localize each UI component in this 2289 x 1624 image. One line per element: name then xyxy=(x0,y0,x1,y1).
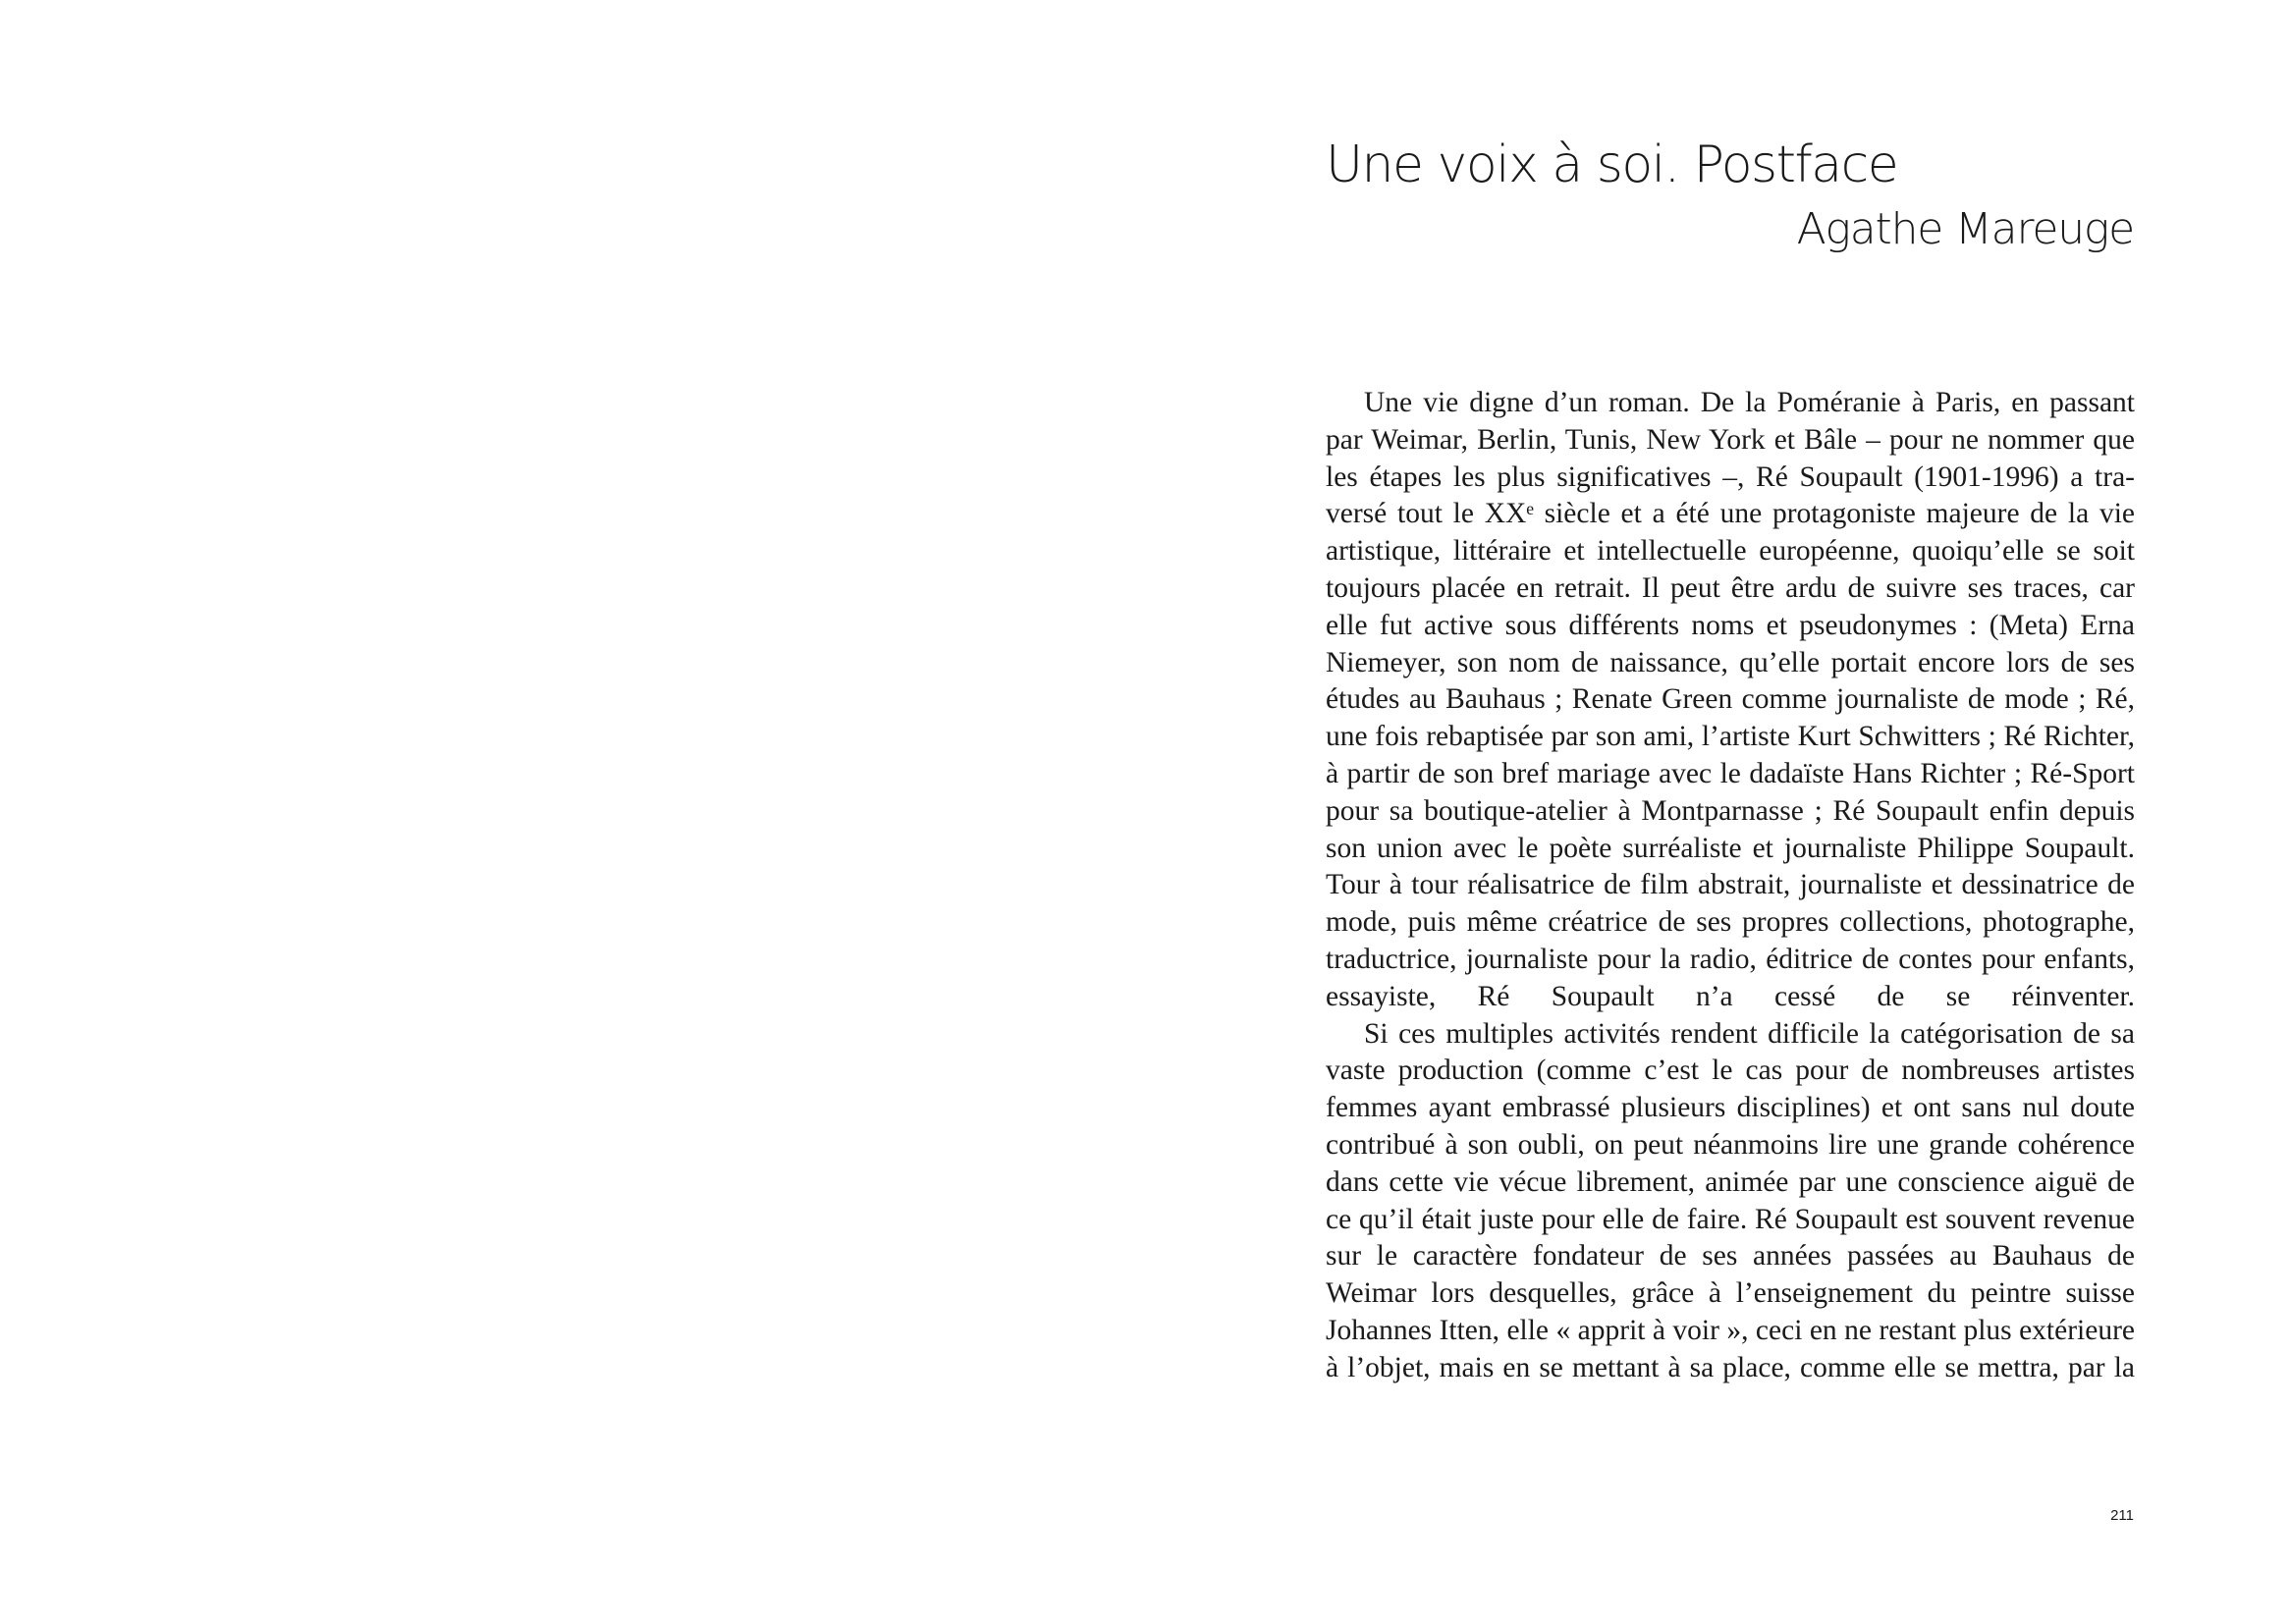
page-number: 211 xyxy=(2110,1507,2134,1524)
left-page-blank xyxy=(0,0,1144,1624)
chapter-title: Une voix à soi. Postface xyxy=(1326,135,1898,194)
body-text xyxy=(1326,385,2135,1387)
paragraph-1: Une vie digne d’un roman. De la Poméranie à Paris, en passant par Weimar, Berlin, Tunis, New York et Bâle – pour ne nommer que les étapes les plus significatives –, Ré Soupault (1901-1996) a traversé tout le XXᵉ siècle et a été une protagoniste majeure de la vie artistique, littéraire et intellectuelle européenne, quoiqu’elle se soit toujours placée en retrait. Il peut être ardu de suivre ses traces, car elle fut active sous différents noms et pseudonymes : (Meta) Erna Niemeyer, son nom de naissance, qu’elle portait encore lors de ses études au Bauhaus ; Renate Green comme journaliste de mode ; Ré, une fois rebaptisée par son ami, l’artiste Kurt Schwitters ; Ré Richter, à partir de son bref mariage avec le dadaïste Hans Richter ; Ré-Sport pour sa boutique-atelier à Montparnasse ; Ré Soupault enfin depuis son union avec le poète surréaliste et journaliste Philippe Soupault. Tour à tour réalisatrice de film abstrait, journaliste et dessinatrice de mode, puis même créatrice de ses propres collections, photographe, traductrice, journaliste pour la radio, éditrice de contes pour enfants, essayiste, Ré Soupault n’a cessé de se réinventer. xyxy=(1326,387,2135,1012)
chapter-author: Agathe Mareuge xyxy=(1796,204,2134,254)
paragraph-2: Si ces multiples activités rendent difficile la catégorisation de sa vaste production (comme c’est le cas pour de nombreuses artistes femmes ayant embrassé plusieurs disciplines) et ont sans nul doute contribué à son oubli, on peut néanmoins lire une grande cohérence dans cette vie vécue librement, animée par une conscience aiguë de ce qu’il était juste pour elle de faire. Ré Soupault est souvent revenue sur le caractère fondateur de ses années passées au Bauhaus de Weimar lors desquelles, grâce à l’enseignement du peintre suisse Johannes Itten, elle « apprit à voir », ceci en ne restant plus extérieure à l’objet, mais en se mettant à sa place, comme elle se mettra, par la xyxy=(1326,1017,2135,1383)
